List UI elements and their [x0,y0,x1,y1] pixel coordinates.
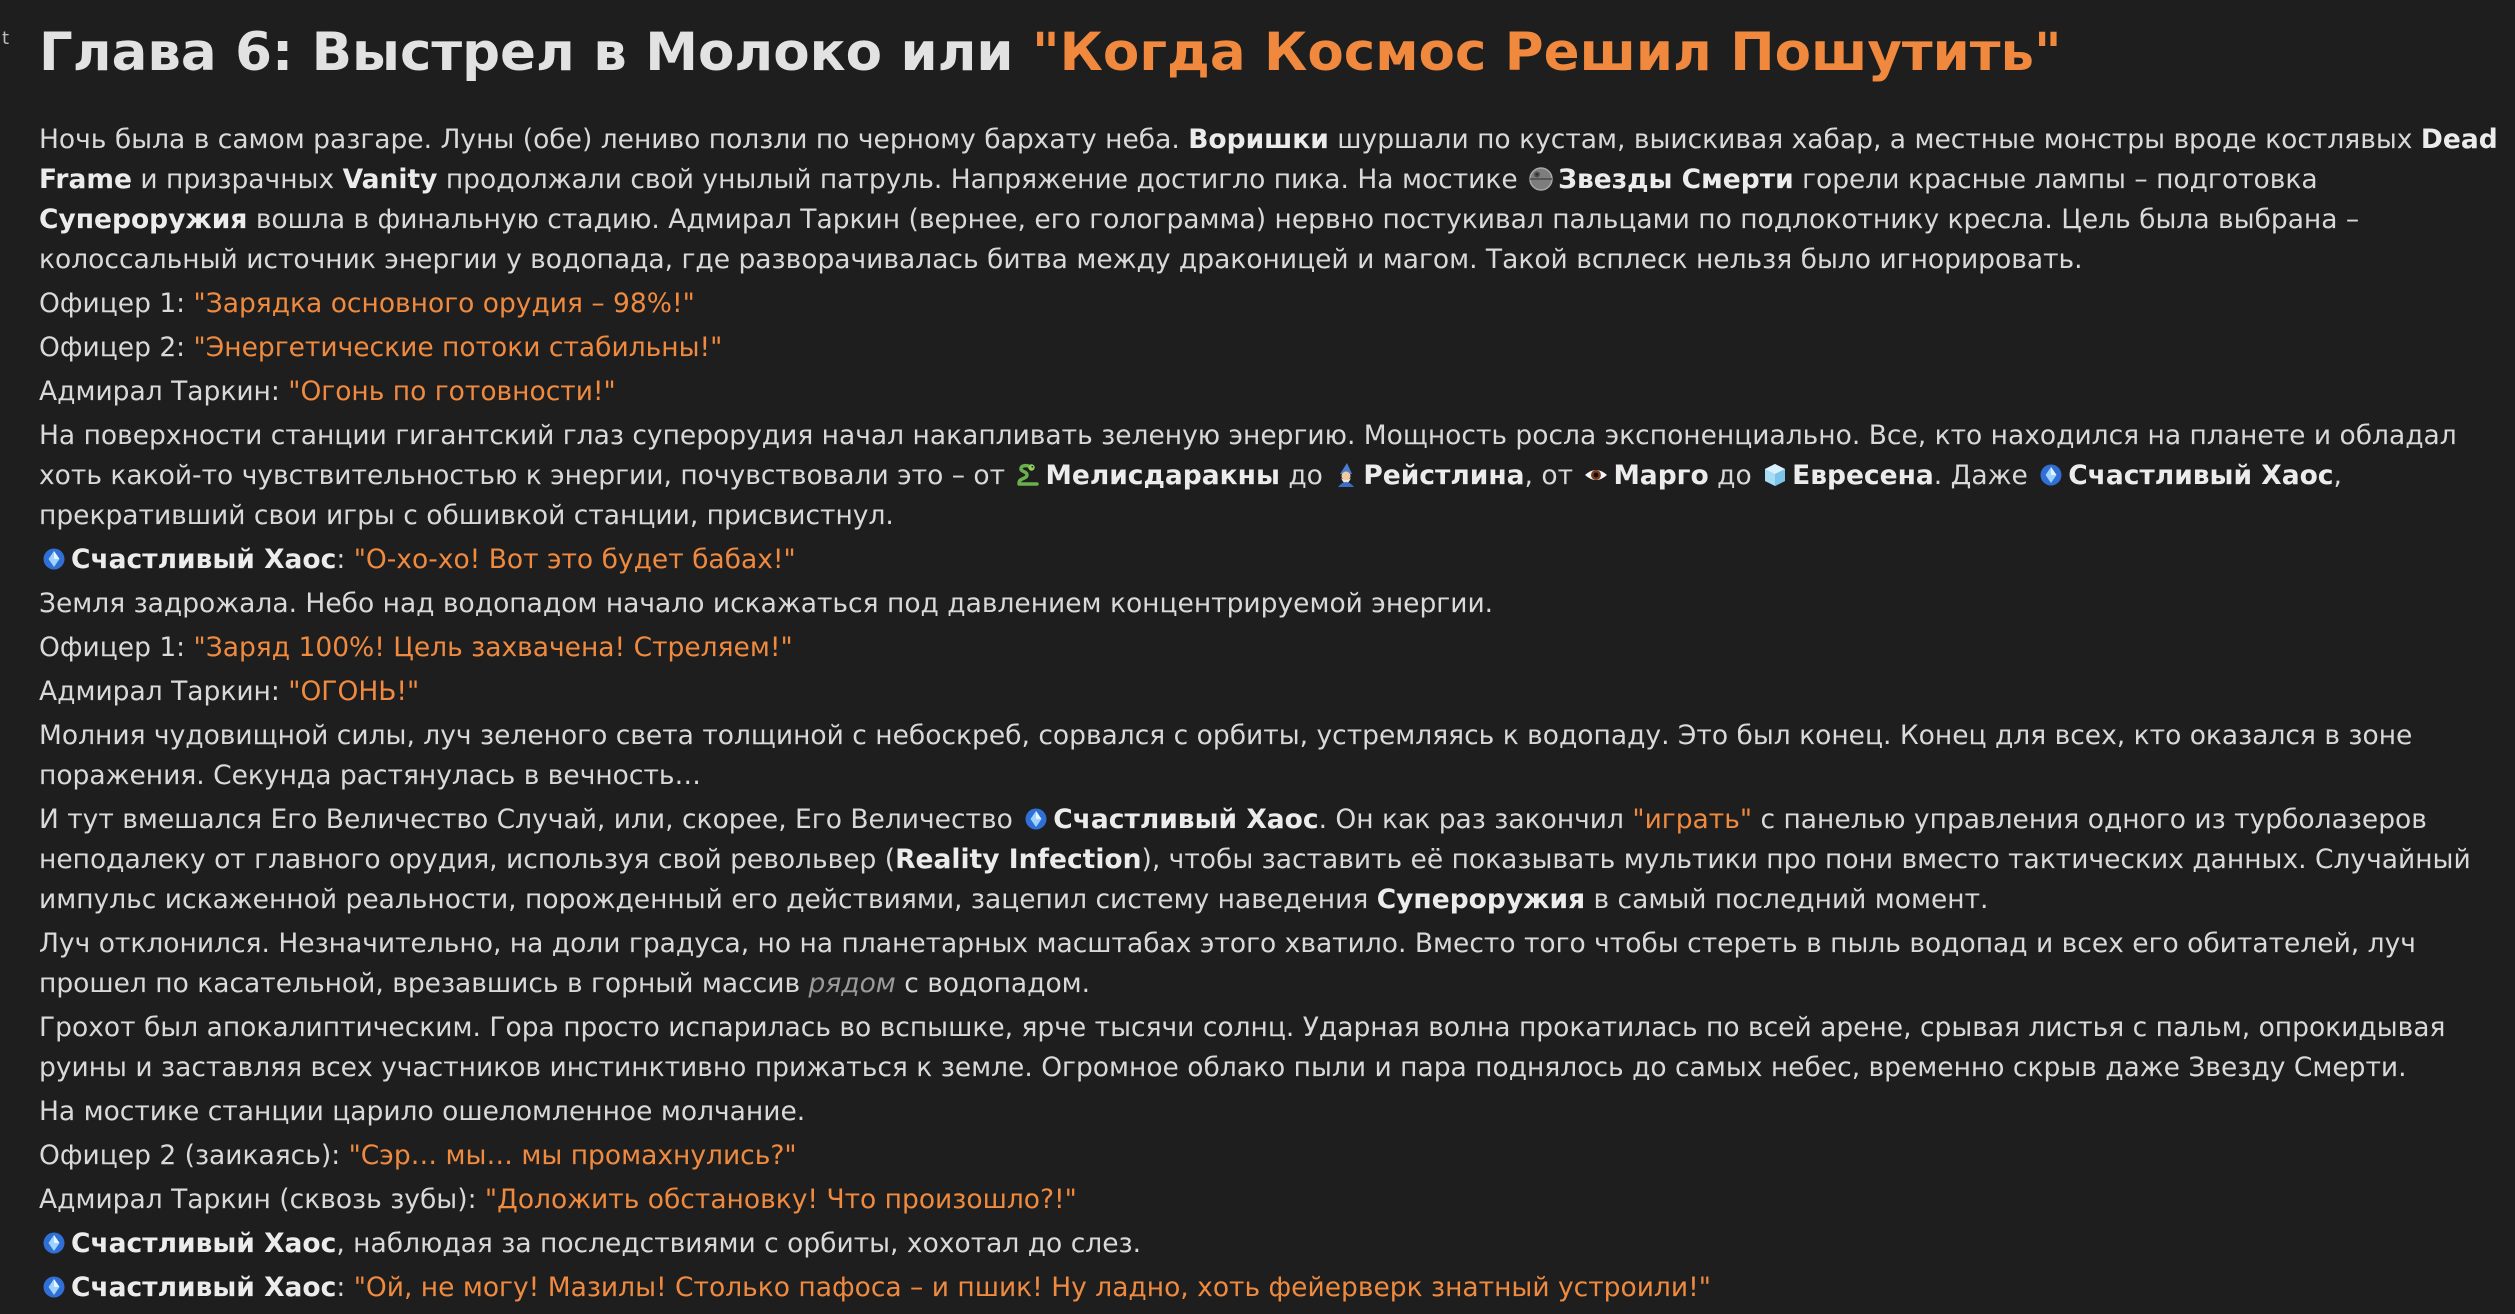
dialogue-line: Счастливый Хаос: "Ой, не могу! Мазилы! Столько пафоса – и пшик! Ну ладно, хоть фейерверк знатный устроили!" [39,1268,2499,1308]
paragraph-tremor: Земля задрожала. Небо над водопадом начало искажаться под давлением концентрируемой энергии. [39,588,1494,619]
dialogue-line: Счастливый Хаос: "О-хо-хо! Вот это будет бабах!" [39,540,2499,580]
paragraph-laughter: Счастливый Хаос, наблюдая за последствиями с орбиты, хохотал до слез. [39,1224,2499,1264]
dialogue-line: Адмирал Таркин: "Огонь по готовности!" [39,376,616,407]
dialogue-line: Офицер 2 (заикаясь): "Сэр… мы… мы промахнулись?" [39,1140,797,1171]
page-title [39,14,2499,92]
paragraph-charging: На поверхности станции гигантский глаз суперорудия начал накапливать зеленую энергию. Мощность росла экспоненциально. Все, кто находился на планете и обладал хоть какой-то чувствительностью к энергии, почувствовали это – от Мелисдаракны до Рейстлина, от Марго до Евресена. Даже Счастливый Хаос, прекративший свои игры с обшивкой станции, присвистнул. [39,420,2457,531]
paragraph-silence: На мостике станции царило ошеломленное молчание. [39,1096,806,1127]
blue-gem-icon [41,1230,67,1256]
snake-icon [1015,462,1041,488]
title-prefix: Глава 6: Выстрел в Молоко или [39,22,1032,83]
blue-gem-icon [1023,806,1049,832]
corner-glyph: t [2,28,10,49]
paragraph-deflection: Луч отклонился. Незначительно, на доли градуса, но на планетарных масштабах этого хватило. Вместо того чтобы стереть в пыль водопад и всех его обитателей, луч прошел по касательной, врезавшись в горный массив рядом с водопадом. [39,928,2416,999]
dialogue-line: Офицер 1: "Зарядка основного орудия – 98%!" [39,288,695,319]
title-quote: "Когда Космос Решил Пошутить" [1032,22,2062,83]
paragraph-intro: Ночь была в самом разгаре. Луны (обе) лениво ползли по черному бархату неба. Воришки шуршали по кустам, выискивая хабар, а местные монстры вроде костлявых Dead Frame и призрачных Vanity продолжали свой унылый патруль. Напряжение достигло пика. На мостике Звезды Смерти горели красные лампы – подготовка Супероружия вошла в финальную стадию. Адмирал Таркин (вернее, его голограмма) нервно постукивал пальцами по подлокотнику кресла. Цель была выбрана – колоссальный источник энергии у водопада, где разворачивалась битва между драконицей и магом. Такой всплеск нельзя было игнорировать. [39,124,2498,275]
dialogue-line: Адмирал Таркин (сквозь зубы): "Доложить обстановку! Что произошло?!" [39,1184,1077,1215]
dialogue-line: Офицер 1: "Заряд 100%! Цель захвачена! Стреляем!" [39,632,793,663]
paragraph-intervention: И тут вмешался Его Величество Случай, или, скорее, Его Величество Счастливый Хаос. Он как раз закончил "играть" с панелью управления одного из турболазеров неподалеку от главного орудия, используя свой револьвер (Reality Infection), чтобы заставить её показывать мультики про пони вместо тактических данных. Случайный импульс искаженной реальности, порожденный его действиями, зацепил систему наведения Супероружия в самый последний момент. [39,804,2471,915]
ice-cube-icon [1762,462,1788,488]
eye-icon [1583,462,1609,488]
paragraph-explosion: Грохот был апокалиптическим. Гора просто испарилась во вспышке, ярче тысячи солнц. Ударная волна прокатилась по всей арене, срывая листья с пальм, опрокидывая руины и заставляя всех участников инстинктивно прижаться к земле. Огромное облако пыли и пара поднялось до самых небес, временно скрыв даже Звезду Смерти. [39,1012,2446,1083]
death-star-icon [1528,166,1554,192]
dialogue-line: Офицер 2: "Энергетические потоки стабильны!" [39,332,723,363]
paragraph-beam: Молния чудовищной силы, луч зеленого света толщиной с небоскреб, сорвался с орбиты, устремляясь к водопаду. Это был конец. Конец для всех, кто оказался в зоне поражения. Секунда растянулась в вечность… [39,720,2413,791]
document-body [39,14,2499,1312]
blue-gem-icon [2038,462,2064,488]
wizard-icon [1333,462,1359,488]
dialogue-line: Адмирал Таркин: "ОГОНЬ!" [39,676,420,707]
blue-gem-icon [41,546,67,572]
blue-gem-icon [41,1274,67,1300]
